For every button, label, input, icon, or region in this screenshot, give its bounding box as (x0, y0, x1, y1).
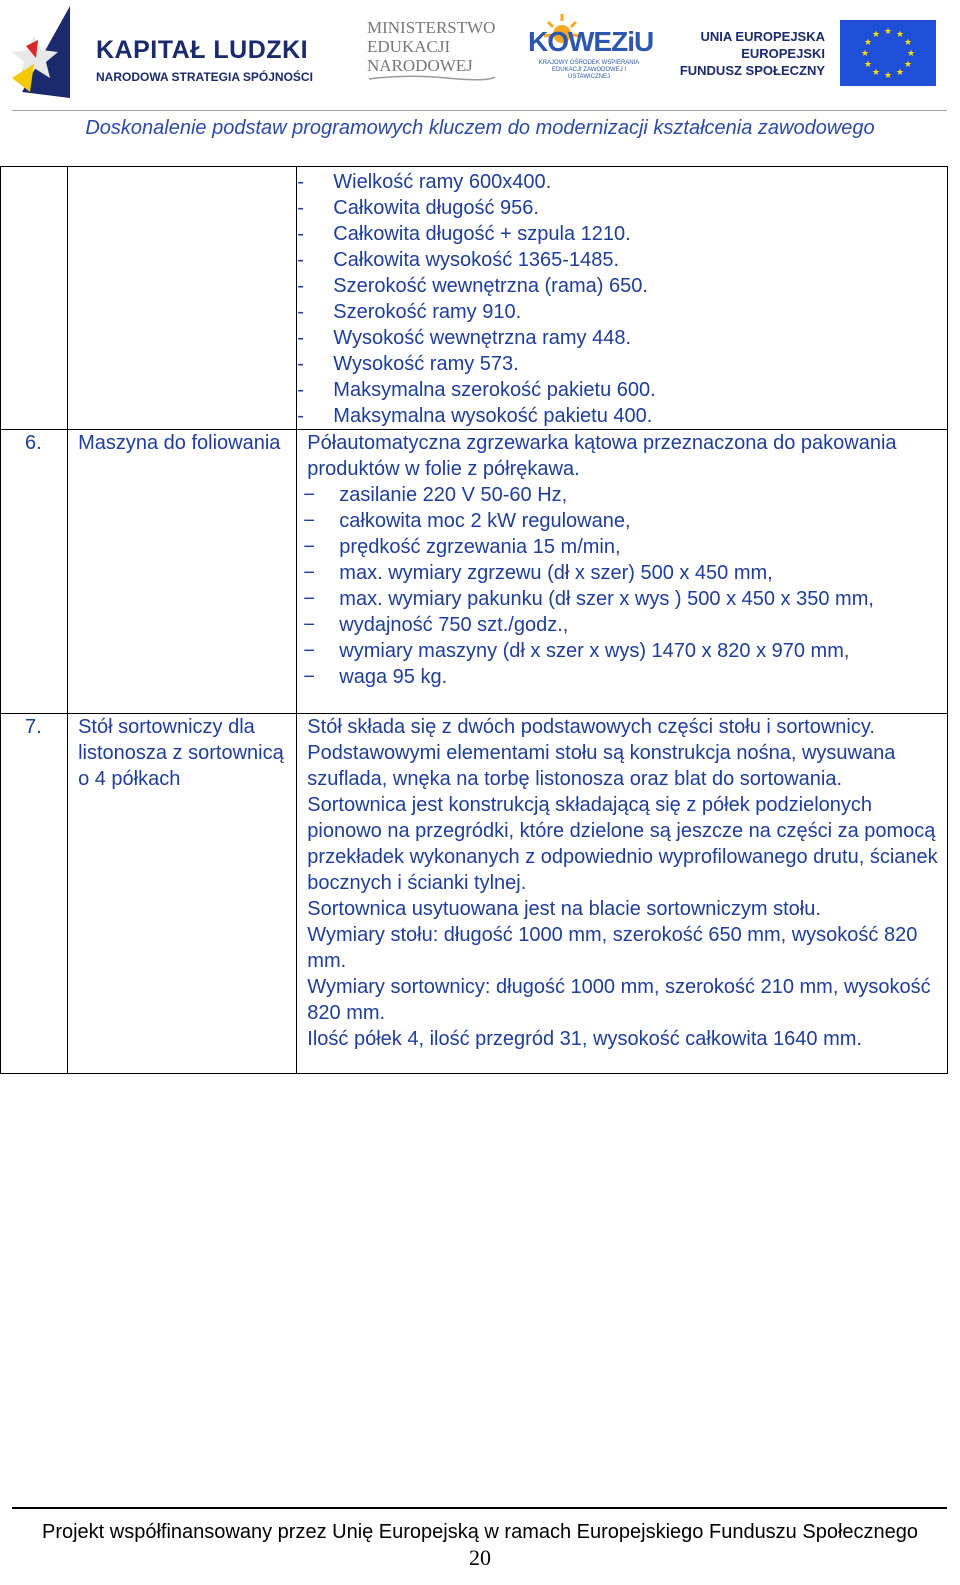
eu-line-2: EUROPEJSKI (741, 46, 825, 61)
ministry-logo (367, 18, 507, 78)
table-description-paragraph: Stół składa się z dwóch podstawowych części stołu i sortownicy. Podstawowymi elementami stołu są konstrukcja nośna, wysuwana szuflada, wnęka na torbę listonosza oraz blat do sortowania. (307, 716, 896, 790)
eu-line-3: FUNDUSZ SPOŁECZNY (679, 63, 825, 78)
svg-text:★: ★ (863, 60, 873, 70)
machine-description: Półautomatyczna zgrzewarka kątowa przeznaczona do pakowania produktów w folie z półrękawa. (307, 432, 897, 480)
table-row (1, 714, 948, 1074)
specification-table (0, 166, 948, 1074)
svg-text:★: ★ (895, 30, 905, 40)
list-item: − wydajność 750 szt./godz., (307, 612, 943, 638)
list-item: - Wysokość ramy 573. (297, 351, 947, 377)
list-item: − waga 95 kg. (307, 664, 943, 690)
svg-text:★: ★ (860, 49, 870, 59)
page-number: 20 (469, 1545, 491, 1570)
table-row (1, 430, 948, 714)
list-item: − całkowita moc 2 kW regulowane, (307, 508, 943, 534)
eu-line-1: UNIA EUROPEJSKA (700, 29, 825, 44)
frame-dimensions-list (297, 167, 947, 429)
list-item: − max. wymiary zgrzewu (dł x szer) 500 x 450 mm, (307, 560, 943, 586)
sorter-description-paragraph: Sortownica jest konstrukcją składającą się z półek podzielonych pionowo na przegródki, które dzielone są jeszcze na części za pomocą przekładek wykonanych z odpowiednio wyprofilowanego drutu, ścianek bocznych i ścianki tylnej. (307, 794, 938, 894)
row-name-cell (68, 714, 297, 1074)
svg-text:★: ★ (883, 27, 893, 37)
row-number: 7. (25, 716, 42, 738)
list-item: - Maksymalna szerokość pakietu 600. (297, 377, 947, 403)
list-item: - Szerokość ramy 910. (297, 299, 947, 325)
row-number-cell (1, 430, 68, 714)
kapital-ludzki-subtitle: NARODOWA STRATEGIA SPÓJNOŚCI (96, 70, 313, 84)
row-name-cell (68, 167, 297, 430)
row-name: Stół sortowniczy dla listonosza z sortownicą o 4 półkach (78, 716, 284, 790)
list-item: - Wielkość ramy 600x400. (297, 169, 947, 195)
footer-divider (12, 1507, 947, 1509)
eu-logo (679, 22, 940, 88)
koweziu-logo (528, 20, 654, 80)
list-item: - Całkowita długość + szpula 1210. (297, 221, 947, 247)
list-item: - Całkowita długość 956. (297, 195, 947, 221)
svg-text:★: ★ (903, 38, 913, 48)
footer-text: Projekt współfinansowany przez Unię Europejską w ramach Europejskiego Funduszu Społecznego (41, 1521, 919, 1543)
row-description-cell (297, 167, 948, 430)
kapital-ludzki-logo (12, 6, 312, 102)
list-item: - Szerokość wewnętrzna (rama) 650. (297, 273, 947, 299)
ministry-line-3: NARODOWEJ (367, 56, 473, 75)
koweziu-name: KOWEZiU (528, 26, 654, 57)
ministry-underline-icon (367, 74, 497, 82)
table-dimensions-paragraph: Wymiary stołu: długość 1000 mm, szerokość 650 mm, wysokość 820 mm. (307, 924, 918, 972)
kapital-ludzki-emblem-icon (12, 6, 82, 102)
list-item: − wymiary maszyny (dł x szer x wys) 1470 x 820 x 970 mm, (307, 638, 943, 664)
svg-text:★: ★ (883, 71, 893, 81)
row-name: Maszyna do foliowania (78, 432, 281, 454)
list-item: - Całkowita wysokość 1365-1485. (297, 247, 947, 273)
shelves-paragraph: Ilość półek 4, ilość przegród 31, wysokość całkowita 1640 mm. (307, 1028, 862, 1050)
row-number: 6. (25, 432, 42, 454)
svg-text:★: ★ (895, 68, 905, 78)
ministry-line-2: EDUKACJI (367, 37, 451, 56)
list-item: − max. wymiary pakunku (dł szer x wys ) 500 x 450 x 350 mm, (307, 586, 943, 612)
svg-text:★: ★ (871, 30, 881, 40)
eu-flag-icon (840, 20, 936, 86)
koweziu-subtitle: KRAJOWY OŚRODEK WSPIERANIA EDUKACJI ZAWODOWEJ I USTAWICZNEJ (538, 60, 640, 80)
header-divider (12, 110, 947, 111)
row-name-cell (68, 430, 297, 714)
document-title: Doskonalenie podstaw programowych kluczem do modernizacji kształcenia zawodowego (85, 117, 875, 139)
row-number-cell (1, 714, 68, 1074)
list-item: - Maksymalna wysokość pakietu 400. (297, 403, 947, 429)
list-item: - Wysokość wewnętrzna ramy 448. (297, 325, 947, 351)
row-number-cell (1, 167, 68, 430)
row-description-cell (297, 714, 948, 1074)
svg-text:★: ★ (903, 60, 913, 70)
ministry-line-1: MINISTERSTWO (367, 18, 496, 37)
sorter-placement-paragraph: Sortownica usytuowana jest na blacie sortowniczym stołu. (307, 898, 821, 920)
svg-text:★: ★ (871, 68, 881, 78)
list-item: − zasilanie 220 V 50-60 Hz, (307, 482, 943, 508)
table-row (1, 167, 948, 430)
svg-text:★: ★ (863, 38, 873, 48)
kapital-ludzki-title: KAPITAŁ LUDZKI (96, 36, 309, 64)
row-description-cell (297, 430, 948, 714)
list-item: − prędkość zgrzewania 15 m/min, (307, 534, 943, 560)
sorter-dimensions-paragraph: Wymiary sortownicy: długość 1000 mm, szerokość 210 mm, wysokość 820 mm. (307, 976, 931, 1024)
svg-text:★: ★ (906, 49, 916, 59)
eu-text (680, 28, 825, 79)
machine-parameters-list (307, 482, 943, 690)
header-logos (0, 0, 960, 112)
